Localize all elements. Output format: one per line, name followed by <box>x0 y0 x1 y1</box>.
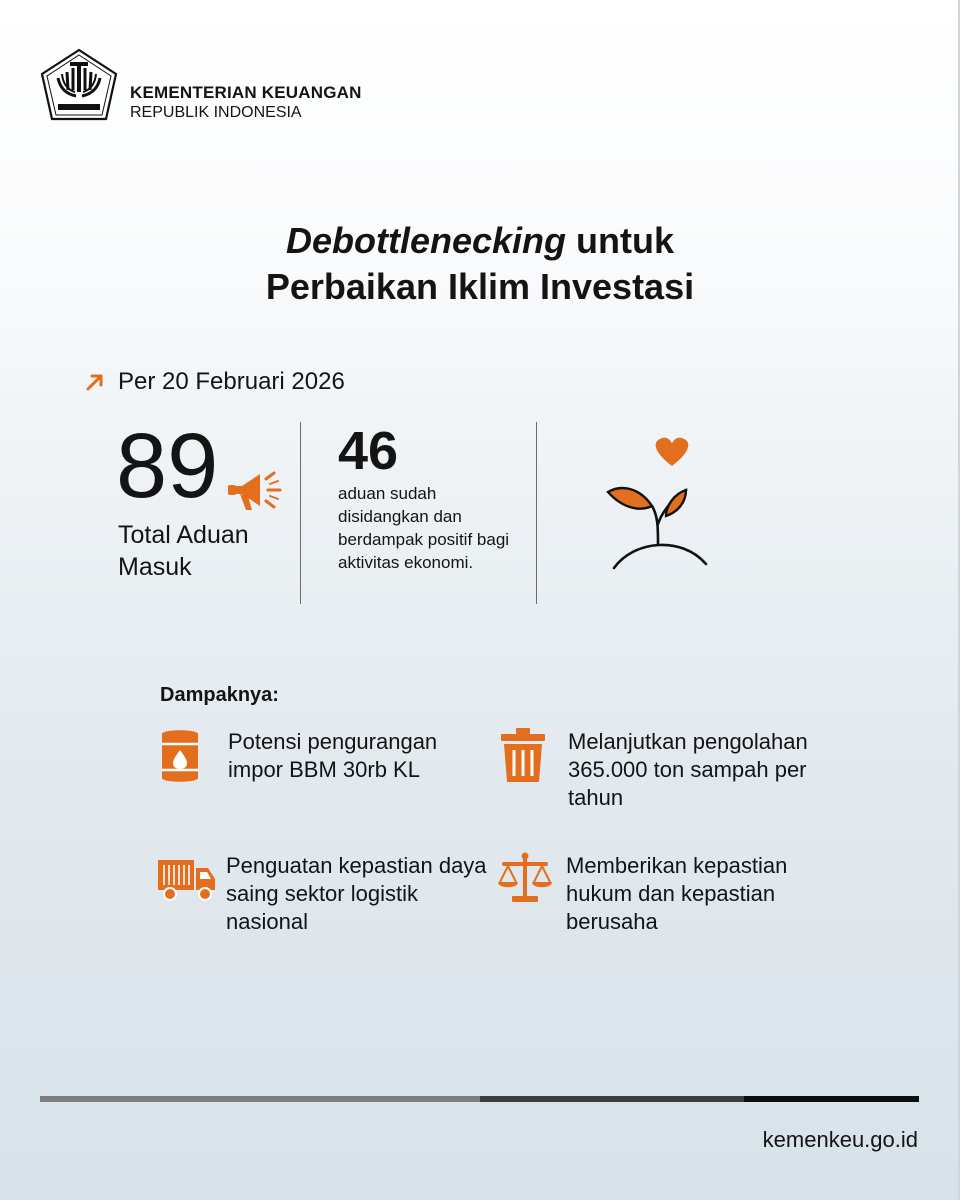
scales-icon <box>498 852 556 912</box>
megaphone-icon <box>226 466 286 516</box>
ministry-emblem-icon <box>40 48 118 122</box>
org-subtitle: REPUBLIK INDONESIA <box>130 104 302 122</box>
impact-text: Memberikan kepastian hukum dan kepastian berusaha <box>566 853 788 935</box>
stat-divider-2 <box>536 422 537 604</box>
sprout-heart-icon <box>600 432 716 578</box>
oil-barrel-icon <box>160 728 218 788</box>
total-complaints-value: 89 <box>116 415 219 517</box>
date-row <box>84 368 345 396</box>
stat-divider-1 <box>300 422 301 604</box>
trash-bin-icon <box>500 728 558 788</box>
footer-bar-dark <box>744 1096 919 1102</box>
impact-item <box>158 852 496 936</box>
arrow-up-right-icon <box>84 371 106 393</box>
title-italic: Debottlenecking <box>285 220 567 261</box>
impact-item <box>498 852 836 936</box>
footer-bar-mid <box>480 1096 744 1102</box>
date-label: Per 20 Februari 2026 <box>118 368 345 395</box>
page-title <box>0 218 960 310</box>
impact-heading: Dampaknya: <box>160 684 279 706</box>
impact-text: Potensi pengurangan impor BBM 30rb KL <box>228 729 438 783</box>
impact-text: Melanjutkan pengolahan 365.000 ton sampah per tahun <box>568 729 808 811</box>
website-link[interactable]: kemenkeu.go.id <box>762 1127 918 1152</box>
footer-bar-light <box>40 1096 480 1102</box>
truck-icon <box>158 852 216 912</box>
title-line1-rest: untuk <box>566 220 675 261</box>
title-line2: Perbaikan Iklim Investasi <box>265 266 695 308</box>
org-name: KEMENTERIAN KEUANGAN <box>130 83 362 102</box>
processed-complaints-label: aduan sudah disidangkan dan berdampak positif bagi aktivitas ekonomi. <box>338 484 510 573</box>
impact-item <box>500 728 838 812</box>
processed-complaints-value: 46 <box>338 421 399 481</box>
impact-text: Penguatan kepastian daya saing sektor logistik nasional <box>226 853 487 935</box>
total-complaints-label: Total Aduan Masuk <box>118 521 249 581</box>
impact-item <box>160 728 498 788</box>
organization-name <box>130 82 362 123</box>
